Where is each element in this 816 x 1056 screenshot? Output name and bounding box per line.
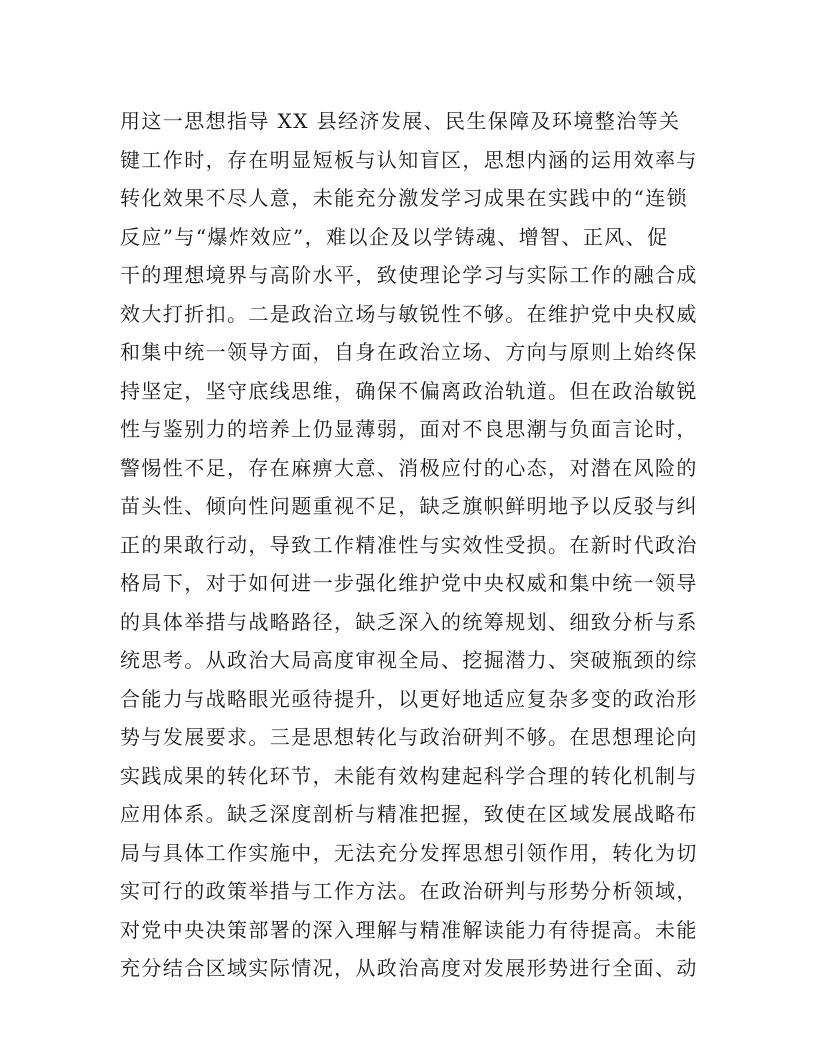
text-line: 格局下，对于如何进一步强化维护党中央权威和集中统一领导 bbox=[120, 571, 698, 595]
text-line: 对党中央决策部署的深入理解与精准解读能力有待提高。未能 bbox=[120, 917, 698, 942]
text-line: 应用体系。缺乏深度剖析与精准把握，致使在区域发展战略布 bbox=[120, 802, 698, 826]
text-line: 的具体举措与战略路径，缺乏深入的统筹规划、细致分析与系 bbox=[120, 609, 698, 634]
text-line: 和集中统一领导方面，自身在政治立场、方向与原则上始终保 bbox=[120, 340, 698, 364]
text-line: 用这一思想指导 XX 县经济发展、民生保障及环境整治等关 bbox=[120, 109, 681, 133]
text-line: 局与具体工作实施中，无法充分发挥思想引领作用，转化为切 bbox=[120, 840, 698, 865]
text-line: 干的理想境界与高阶水平，致使理论学习与实际工作的融合成 bbox=[120, 263, 698, 287]
text-line: 实可行的政策举措与工作方法。在政治研判与形势分析领域， bbox=[120, 879, 698, 903]
text-line: 苗头性、倾向性问题重视不足，缺乏旗帜鲜明地予以反驳与纠 bbox=[120, 494, 698, 518]
body-paragraph bbox=[120, 102, 720, 988]
text-line: 效大打折扣。二是政治立场与敏锐性不够。在维护党中央权威 bbox=[120, 301, 698, 326]
text-line: 实践成果的转化环节，未能有效构建起科学合理的转化机制与 bbox=[120, 763, 698, 788]
text-line: 警惕性不足，存在麻痹大意、消极应付的心态，对潜在风险的 bbox=[120, 455, 698, 480]
text-line: 统思考。从政治大局高度审视全局、挖掘潜力、突破瓶颈的综 bbox=[120, 648, 698, 672]
text-line: 充分结合区域实际情况，从政治高度对发展形势进行全面、动 bbox=[120, 956, 698, 980]
text-line: 合能力与战略眼光亟待提升，以更好地适应复杂多变的政治形 bbox=[120, 686, 698, 711]
text-line: 势与发展要求。三是思想转化与政治研判不够。在思想理论向 bbox=[120, 725, 698, 749]
text-line: 键工作时，存在明显短板与认知盲区，思想内涵的运用效率与 bbox=[120, 147, 698, 172]
text-line: 转化效果不尽人意，未能充分激发学习成果在实践中的“连锁 bbox=[120, 186, 689, 210]
text-line: 正的果敢行动，导致工作精准性与实效性受损。在新时代政治 bbox=[120, 532, 698, 557]
text-line: 持坚定，坚守底线思维，确保不偏离政治轨道。但在政治敏锐 bbox=[120, 378, 698, 403]
text-line: 性与鉴别力的培养上仍显薄弱，面对不良思潮与负面言论时， bbox=[120, 417, 698, 441]
text-line: 反应”与“爆炸效应”，难以企及以学铸魂、增智、正风、促 bbox=[120, 224, 669, 249]
